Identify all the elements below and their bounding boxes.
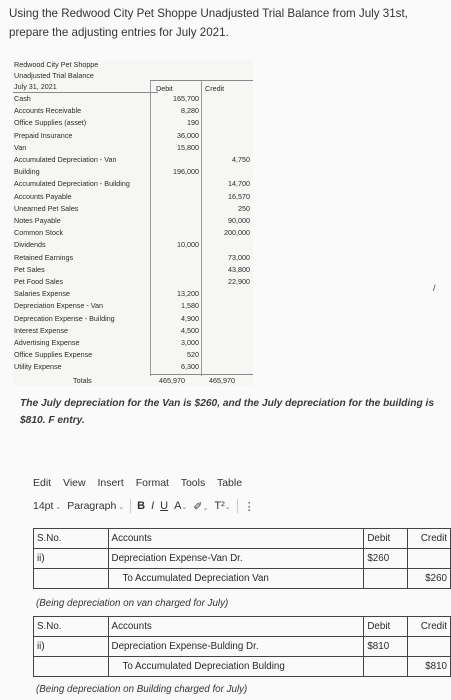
tb-account: Interest Expense: [14, 325, 68, 335]
tb-debit: 190: [187, 118, 199, 128]
tb-row: [14, 204, 252, 214]
tb-debit: 15,800: [177, 142, 199, 152]
trial-balance-sheet: [13, 60, 253, 386]
table-row: [34, 569, 451, 589]
tb-account: Deprecation Expense - Building: [14, 313, 115, 323]
tb-row: [14, 155, 252, 165]
tb-debit: 1,580: [181, 301, 199, 311]
tb-account: Advertising Expense: [14, 338, 80, 347]
tb-debit: 4,900: [181, 313, 199, 323]
tb-credit-header: Credit: [205, 84, 225, 93]
debit-header[interactable]: Debit: [364, 529, 407, 549]
empty-cell[interactable]: [364, 657, 407, 677]
tb-account: Office Supplies Expense: [14, 350, 93, 360]
tb-debit-header: Debit: [156, 84, 173, 93]
tb-account: Office Supplies (asset): [14, 118, 87, 128]
tb-row: [14, 253, 252, 263]
tb-row: [14, 143, 252, 153]
tb-total-debit: 465,970: [159, 376, 185, 385]
credit-header[interactable]: Credit: [407, 529, 450, 549]
tb-account: Van: [14, 142, 27, 152]
tb-account: Pet Food Sales: [14, 277, 64, 286]
empty-cell[interactable]: [364, 569, 407, 589]
tb-row: [14, 289, 252, 299]
chevron-down-icon: ⌄: [116, 504, 125, 511]
table-row: [34, 637, 451, 657]
sno-cell[interactable]: ii): [34, 637, 109, 657]
tb-row: [14, 338, 252, 348]
tb-title: Unadjusted Trial Balance: [14, 71, 94, 80]
menu-tools[interactable]: Tools: [180, 477, 206, 489]
tb-debit: 36,000: [177, 130, 199, 140]
chevron-down-icon: ⌄: [202, 504, 209, 512]
tb-totals-label: Totals: [73, 376, 92, 385]
tb-credit: 22,900: [228, 277, 250, 286]
accounts-header[interactable]: Accounts: [108, 529, 364, 549]
superscript-button[interactable]: [214, 500, 230, 512]
credit-amount-cell[interactable]: $810: [407, 657, 450, 677]
sno-header[interactable]: S.No.: [34, 617, 109, 637]
tb-account: Dividends: [14, 240, 46, 250]
tb-row: [14, 106, 252, 116]
tb-account: Accumulated Depreciation - Van: [14, 155, 117, 164]
debit-amount-cell[interactable]: $260: [364, 549, 407, 569]
tb-row: [14, 350, 252, 360]
paragraph-select[interactable]: [67, 500, 124, 512]
tb-row: [14, 192, 252, 202]
empty-cell[interactable]: [407, 549, 450, 569]
empty-cell[interactable]: [34, 569, 109, 589]
chevron-down-icon: ⌄: [224, 504, 231, 511]
italic-button[interactable]: I: [151, 500, 155, 512]
highlight-icon: ✐: [193, 500, 203, 513]
font-size-select[interactable]: [33, 500, 61, 512]
tb-total-credit: 465,970: [209, 376, 235, 385]
tb-row: [14, 94, 252, 104]
highlight-button[interactable]: [193, 500, 208, 513]
empty-cell[interactable]: [407, 637, 450, 657]
entry-note-building: (Being depreciation on Building charged for July): [36, 684, 248, 695]
tb-debit: 10,000: [177, 240, 199, 250]
tb-credit: 16,570: [228, 191, 250, 201]
accounts-header[interactable]: Accounts: [108, 617, 364, 637]
font-size-value: 14pt: [33, 500, 54, 512]
tb-account: Accounts Receivable: [14, 106, 82, 116]
stray-mark: /: [433, 283, 436, 293]
tb-row: [14, 314, 252, 324]
text-color-icon: A: [174, 500, 182, 512]
menu-view[interactable]: View: [63, 477, 86, 489]
journal-entry-van: [33, 528, 451, 589]
tb-credit: 43,800: [228, 264, 250, 274]
tb-account: Depreciation Expense - Van: [14, 301, 103, 311]
tb-row: [14, 216, 252, 226]
credit-amount-cell[interactable]: $260: [407, 569, 450, 589]
menu-insert[interactable]: Insert: [97, 477, 124, 489]
tb-account: Common Stock: [14, 228, 64, 238]
tb-account: Accounts Payable: [14, 191, 72, 201]
tb-account: Salaries Expense: [14, 289, 70, 299]
tb-row: [14, 240, 252, 250]
toolbar-divider: [130, 499, 131, 513]
tb-account: Notes Payable: [14, 216, 61, 225]
text-color-button[interactable]: [174, 500, 187, 512]
chevron-down-icon: ⌄: [181, 504, 188, 511]
entry-note-van: (Being depreciation on van charged for July): [36, 598, 229, 609]
tb-debit: 165,700: [173, 94, 199, 103]
tb-debit: 520: [187, 350, 199, 360]
tb-row: [14, 179, 252, 189]
superscript-icon: T²: [214, 500, 225, 512]
table-row: [34, 657, 451, 677]
tb-row: [14, 362, 252, 372]
sno-cell[interactable]: ii): [34, 549, 109, 569]
tb-account: Utility Expense: [14, 362, 62, 372]
tb-debit: 4,500: [181, 325, 199, 335]
editor-toolbar: [33, 499, 255, 513]
tb-debit: 6,300: [181, 362, 199, 372]
underline-button[interactable]: U: [160, 500, 169, 512]
tb-account: Prepaid Insurance: [14, 130, 73, 140]
tb-account: Cash: [14, 94, 31, 103]
tb-credit: 14,700: [228, 179, 250, 189]
sno-header[interactable]: S.No.: [34, 529, 109, 549]
chevron-down-icon: ⌄: [53, 504, 62, 511]
editor-menubar: [33, 477, 251, 489]
tb-debit: 3,000: [181, 338, 199, 347]
menu-table[interactable]: Table: [216, 477, 243, 489]
toolbar-divider: [237, 499, 238, 513]
instruction-text: The July depreciation for the Van is $260, and the July depreciation for the building is $810. F entry.: [20, 398, 434, 426]
tb-row: [14, 265, 252, 275]
debit-amount-cell[interactable]: $810: [364, 637, 407, 657]
debit-account-cell[interactable]: Depreciation Expense-Bulding Dr.: [108, 637, 364, 657]
tb-account: Unearned Pet Sales: [14, 203, 79, 213]
credit-account-cell[interactable]: To Accumulated Depreciation Bulding: [108, 657, 364, 677]
tb-date: July 31, 2021: [14, 82, 57, 91]
tb-account: Retained Earnings: [14, 252, 74, 262]
empty-cell[interactable]: [34, 657, 109, 677]
tb-account: Building: [14, 167, 40, 177]
tb-credit: 90,000: [228, 216, 250, 225]
credit-account-cell[interactable]: To Accumulated Depreciation Van: [108, 569, 364, 589]
tb-debit: 196,000: [173, 167, 199, 177]
table-row: [34, 549, 451, 569]
tb-row: [14, 326, 252, 336]
tb-row: [14, 277, 252, 287]
bold-button[interactable]: B: [137, 500, 146, 512]
tb-row: [14, 228, 252, 238]
tb-row: [14, 118, 252, 128]
paragraph-value: Paragraph: [67, 500, 117, 512]
tb-debit: 8,280: [181, 106, 199, 116]
tb-account: Accumulated Depreciation - Building: [14, 179, 130, 189]
question-text: Using the Redwood City Pet Shoppe Unadjusted Trial Balance from July 31st, prepare the adjusting entries for July 2021.: [9, 7, 408, 39]
tb-row: [14, 131, 252, 141]
tb-credit: 250: [238, 203, 250, 213]
tb-row: [14, 301, 252, 311]
tb-debit: 13,200: [177, 289, 199, 299]
tb-credit: 200,000: [224, 228, 250, 238]
credit-header[interactable]: Credit: [407, 617, 450, 637]
journal-entry-building: [33, 616, 451, 677]
tb-totals-row: [13, 376, 263, 386]
tb-credit: 4,750: [232, 155, 250, 164]
debit-account-cell[interactable]: Depreciation Expense-Van Dr.: [108, 549, 364, 569]
menu-edit[interactable]: Edit: [33, 477, 52, 489]
table-row: [34, 529, 451, 549]
menu-format[interactable]: Format: [135, 477, 169, 489]
debit-header[interactable]: Debit: [364, 617, 407, 637]
tb-credit: 73,000: [228, 252, 250, 262]
table-row: [34, 617, 451, 637]
tb-row: [14, 167, 252, 177]
tb-account: Pet Sales: [14, 264, 45, 274]
more-options-icon[interactable]: ⋮: [243, 500, 255, 513]
tb-company: Redwood City Pet Shoppe: [14, 60, 99, 69]
